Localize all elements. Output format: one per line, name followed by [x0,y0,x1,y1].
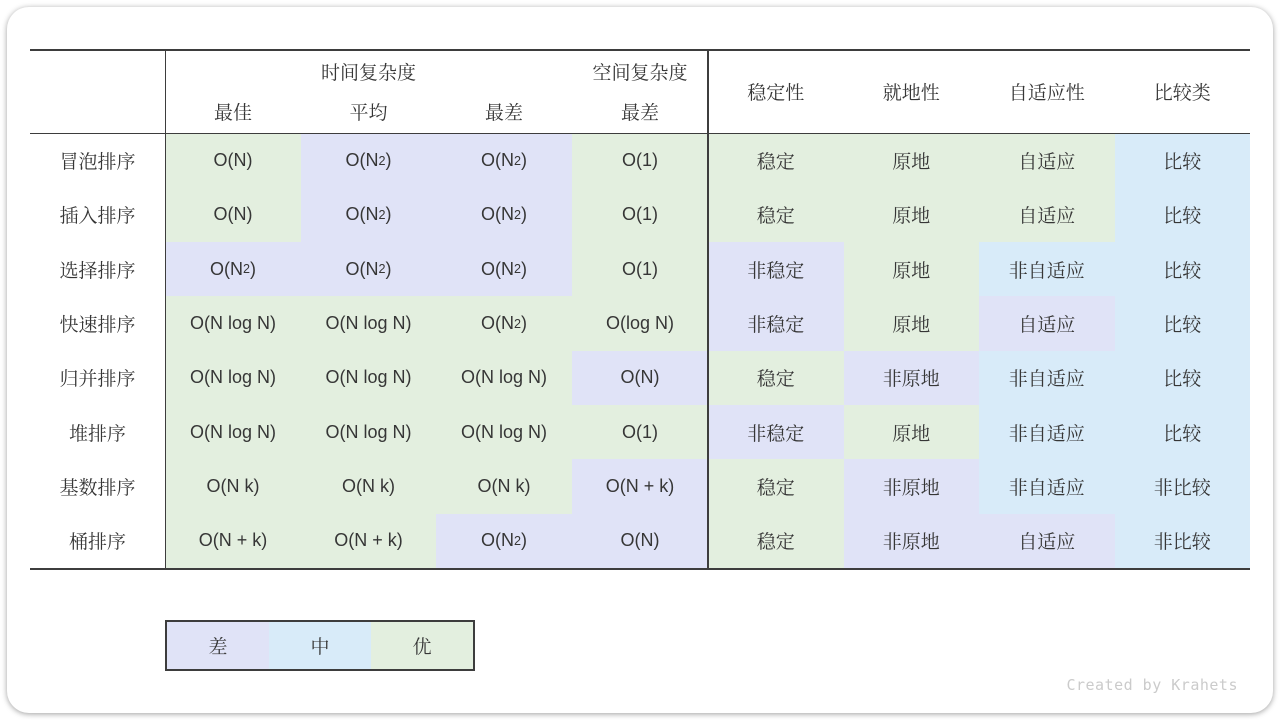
row-label: 桶排序 [68,532,126,554]
table-cell: 非稳定 [708,405,844,459]
header-space-worst: 最差 [620,103,659,125]
table-cell: 比较 [1115,242,1251,296]
table-cell: O(N) [165,188,301,242]
table-cell: O(1) [572,405,708,459]
table-cell: 非自适应 [979,459,1115,513]
row-label: 堆排序 [68,423,126,445]
table-cell: 非自适应 [979,405,1115,459]
header-time-complexity: 时间复杂度 [320,62,416,84]
table-cell: 非原地 [844,459,980,513]
table-cell: 比较 [1115,351,1251,405]
table-cell: O(N log N) [436,351,572,405]
table-cell: O(1) [572,188,708,242]
row-label: 归并排序 [59,369,136,391]
table-cell: O(N log N) [165,405,301,459]
table-row [30,134,1250,188]
table-cell: 稳定 [708,134,844,188]
table-divider-right [707,51,709,568]
table-cell: O(N log N) [436,405,572,459]
table-cell: 原地 [844,188,980,242]
table-cell: 比较 [1115,188,1251,242]
table-cell: O(1) [572,134,708,188]
table-cell: 非自适应 [979,351,1115,405]
table-cell: 稳定 [708,514,844,568]
row-label: 快速排序 [59,315,136,337]
legend-item: 差 [167,622,269,669]
table-row [30,459,1250,513]
table-cell: 自适应 [979,514,1115,568]
table-cell: O(N 2 ) [165,242,301,296]
table-row [30,242,1250,296]
row-label: 选择排序 [59,260,136,282]
table-cell: O(N 2 ) [436,188,572,242]
table-cell: 稳定 [708,188,844,242]
table-cell: O(N 2 ) [436,134,572,188]
table-cell: O(N) [572,514,708,568]
table-divider-left [165,51,167,568]
table-cell: 非比较 [1115,514,1251,568]
table-cell: 自适应 [979,134,1115,188]
sorting-comparison-table [30,49,1250,570]
table-cell: 非原地 [844,514,980,568]
table-cell: 自适应 [979,188,1115,242]
table-row [30,351,1250,405]
row-label: 冒泡排序 [59,152,136,174]
table-cell: O(N k) [436,459,572,513]
table-cell: 稳定 [708,459,844,513]
row-label: 插入排序 [59,206,136,228]
table-cell: 非原地 [844,351,980,405]
table-cell: O(N k) [301,459,436,513]
header-best: 最佳 [213,103,252,125]
table-body [30,134,1250,568]
table-row [30,296,1250,350]
table-cell: 比较 [1115,134,1251,188]
legend-item: 中 [269,622,371,669]
table-cell: 比较 [1115,405,1251,459]
table-cell: O(N 2 ) [301,188,436,242]
table-cell: O(N + k) [572,459,708,513]
table-cell: O(N log N) [165,351,301,405]
table-cell: O(N) [165,134,301,188]
header-adaptive: 自适应性 [1008,83,1085,105]
table-cell: 稳定 [708,351,844,405]
table-cell: 原地 [844,296,980,350]
credit-text: Created by Krahets [1066,676,1238,694]
table-cell: 比较 [1115,296,1251,350]
legend-item: 优 [371,622,473,669]
table-cell: O(1) [572,242,708,296]
table-cell: 非自适应 [979,242,1115,296]
header-comparison: 比较类 [1153,83,1211,105]
table-cell: O(N 2 ) [436,514,572,568]
table-cell: 原地 [844,134,980,188]
table-cell: O(N + k) [165,514,301,568]
table-header [30,51,1250,134]
table-row [30,514,1250,568]
table-cell: O(log N) [572,296,708,350]
table-cell: O(N 2 ) [436,242,572,296]
header-space-complexity: 空间复杂度 [592,62,688,84]
table-cell: O(N + k) [301,514,436,568]
table-cell: 非稳定 [708,242,844,296]
table-cell: O(N) [572,351,708,405]
table-cell: O(N 2 ) [301,242,436,296]
table-cell: 原地 [844,242,980,296]
row-label: 基数排序 [59,477,136,499]
table-cell: O(N log N) [301,405,436,459]
table-cell: O(N log N) [301,351,436,405]
header-worst: 最差 [484,103,523,125]
table-cell: 非稳定 [708,296,844,350]
table-cell: O(N k) [165,459,301,513]
table-cell: O(N log N) [301,296,436,350]
table-cell: O(N 2 ) [436,296,572,350]
table-cell: 非比较 [1115,459,1251,513]
header-in-place: 就地性 [882,83,940,105]
header-average: 平均 [349,103,388,125]
table-cell: 自适应 [979,296,1115,350]
table-row [30,405,1250,459]
table-cell: O(N log N) [165,296,301,350]
table-cell: 原地 [844,405,980,459]
table-row [30,188,1250,242]
header-stability: 稳定性 [747,83,805,105]
grade-legend [165,620,475,671]
table-cell: O(N 2 ) [301,134,436,188]
